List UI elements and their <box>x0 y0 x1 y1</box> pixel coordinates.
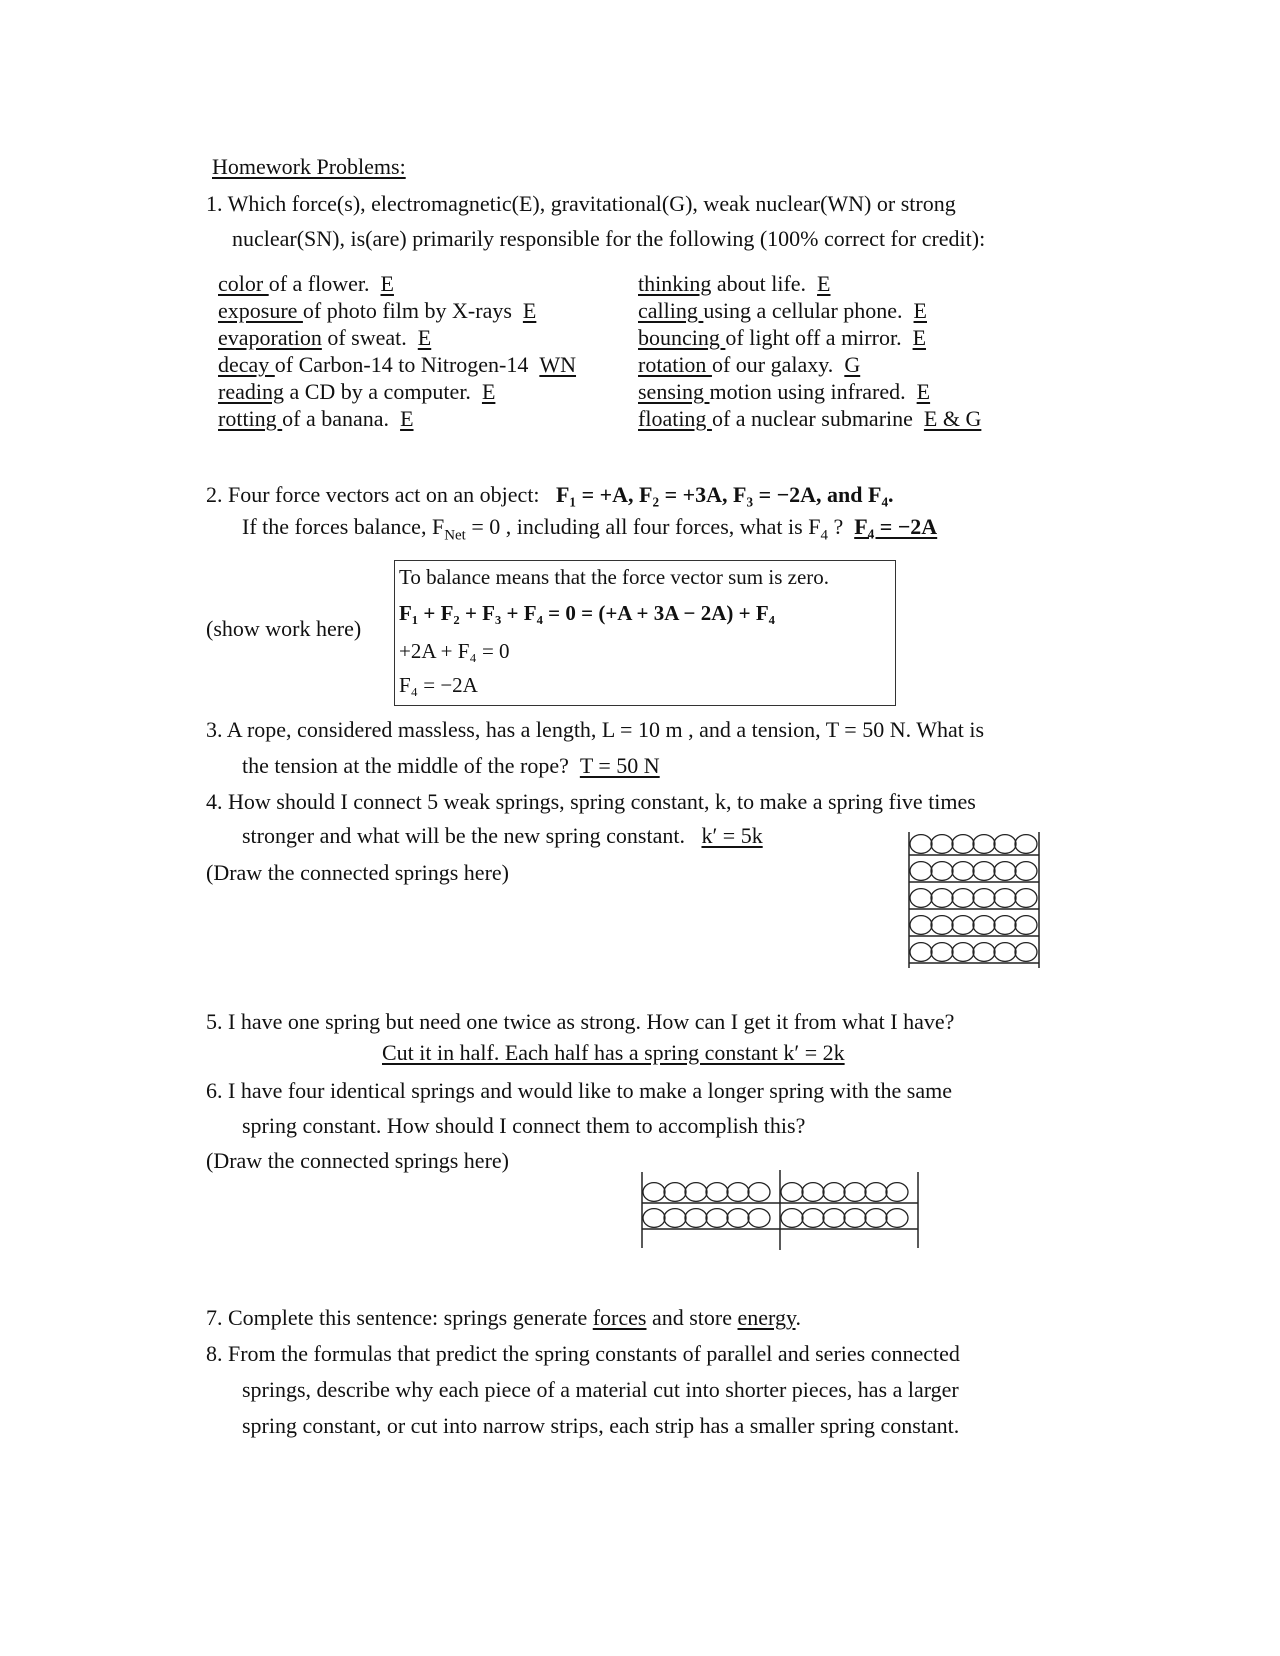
q2-work-line: F₄ = −2A <box>399 673 478 697</box>
q1-term: thinking <box>638 271 712 296</box>
q2-line2 <box>242 514 937 544</box>
q1-item <box>218 405 638 432</box>
q1-description: motion using infrared. <box>709 379 906 404</box>
q2-work-line: To balance means that the force vector sum is zero. <box>399 565 830 589</box>
spring-coil <box>748 1209 770 1228</box>
q7-prefix: 7. Complete this sentence: springs generate <box>206 1305 593 1330</box>
q1-answer: E <box>400 406 414 431</box>
q1-item <box>638 270 1058 297</box>
q2-answer: F₄ = −2A <box>854 514 938 539</box>
q1-item <box>218 324 638 351</box>
q1-term: evaporation <box>218 325 322 350</box>
q1-answer: E <box>380 271 394 296</box>
q1-answer: G <box>844 352 861 377</box>
q5-answer: Cut it in half. Each half has a spring constant k′ = 2k <box>382 1040 845 1065</box>
spring-coil <box>952 862 974 881</box>
q1-answer-table <box>218 270 1058 432</box>
spring-coil <box>865 1209 887 1228</box>
q1-term: exposure <box>218 298 303 323</box>
q4-line2 <box>242 818 763 853</box>
q1-term: calling <box>638 298 704 323</box>
spring-coil <box>931 943 953 962</box>
q7-line <box>206 1300 801 1335</box>
q4-draw-label: (Draw the connected springs here) <box>206 860 509 885</box>
q8-line3: spring constant, or cut into narrow strips, each strip has a smaller spring constant. <box>242 1413 960 1438</box>
q7-blank-energy: energy <box>737 1305 796 1330</box>
q1-row <box>218 351 1058 378</box>
q1-term: color <box>218 271 269 296</box>
spring-coil <box>748 1183 770 1202</box>
q1-description: using a cellular phone. <box>703 298 903 323</box>
q2-sub4: 4 <box>820 527 828 544</box>
q1-answer: E <box>912 325 927 350</box>
spring-coil <box>802 1183 824 1202</box>
q1-row <box>218 297 1058 324</box>
q1-item <box>638 378 1058 405</box>
parallel-springs-drawing <box>905 830 1045 970</box>
spring-coil <box>994 889 1016 908</box>
q3-line2 <box>242 748 660 783</box>
q2-forces: F₁ = +A, F₂ = +3A, F₃ = −2A, and F₄. <box>556 482 894 507</box>
q2-line2-text: If the forces balance, F <box>242 514 445 539</box>
spring-coil <box>685 1183 707 1202</box>
q1-description: of our galaxy. <box>711 352 834 377</box>
q6-line1: 6. I have four identical springs and would like to make a longer spring with the same <box>206 1078 952 1103</box>
spring-coil <box>952 943 974 962</box>
spring-coil <box>706 1209 728 1228</box>
q2-show-work-label: (show work here) <box>206 616 362 641</box>
spring-coil <box>994 943 1016 962</box>
spring-coil <box>952 835 974 854</box>
q3-answer: T = 50 N <box>579 753 660 778</box>
q1-description: of a nuclear submarine <box>711 406 913 431</box>
q1-description: of a banana. <box>282 406 390 431</box>
q1-item <box>638 351 1058 378</box>
q2-question-mark: ? <box>827 514 844 539</box>
q1-answer: E <box>522 298 537 323</box>
spring-coil <box>643 1183 665 1202</box>
spring-coil <box>973 835 995 854</box>
spring-coil <box>1015 889 1037 908</box>
q1-row <box>218 405 1058 432</box>
q1-row <box>218 324 1058 351</box>
q1-description: about life. <box>711 271 807 296</box>
q3-line1: 3. A rope, considered massless, has a length, L = 10 m , and a tension, T = 50 N. What is <box>206 717 985 742</box>
spring-coil <box>952 916 974 935</box>
q1-description: of Carbon-14 to Nitrogen-14 <box>274 352 529 377</box>
q7-middle: and store <box>646 1305 738 1330</box>
q1-term: reading <box>218 379 284 404</box>
q8-line2: springs, describe why each piece of a material cut into shorter pieces, has a larger <box>242 1377 959 1402</box>
spring-coil <box>952 889 974 908</box>
spring-coil <box>1015 862 1037 881</box>
spring-coil <box>910 835 932 854</box>
q1-item <box>218 297 638 324</box>
spring-coil <box>823 1209 845 1228</box>
spring-coil <box>664 1183 686 1202</box>
q1-answer: E & G <box>923 406 982 431</box>
q1-item <box>218 378 638 405</box>
q1-term: sensing <box>638 379 710 404</box>
q1-term: bouncing <box>638 325 726 350</box>
q1-item <box>638 405 1058 432</box>
spring-coil <box>844 1183 866 1202</box>
q1-answer: E <box>916 379 931 404</box>
q1-answer: E <box>481 379 496 404</box>
spring-coil <box>910 916 932 935</box>
q1-row <box>218 270 1058 297</box>
spring-coil <box>994 835 1016 854</box>
spring-coil <box>706 1183 728 1202</box>
spring-coil <box>685 1209 707 1228</box>
q1-item <box>218 270 638 297</box>
q1-description: of light off a mirror. <box>725 325 902 350</box>
spring-coil <box>931 862 953 881</box>
spring-coil <box>931 916 953 935</box>
q1-term: rotation <box>638 352 712 377</box>
q1-term: rotting <box>218 406 283 431</box>
q1-line2: nuclear(SN), is(are) primarily responsible for the following (100% correct for credit): <box>232 226 986 251</box>
q1-description: of photo film by X-rays <box>302 298 512 323</box>
q6-line2: spring constant. How should I connect them to accomplish this? <box>242 1113 806 1138</box>
q1-description: a CD by a computer. <box>283 379 471 404</box>
spring-coil <box>973 943 995 962</box>
q4-line2-text: stronger and what will be the new spring constant. <box>242 823 685 848</box>
page-heading: Homework Problems: <box>212 154 406 179</box>
q7-suffix: . <box>795 1305 802 1330</box>
spring-coil <box>1015 943 1037 962</box>
spring-coil <box>886 1183 908 1202</box>
q6-draw-label: (Draw the connected springs here) <box>206 1148 509 1173</box>
spring-coil <box>973 862 995 881</box>
spring-coil <box>931 835 953 854</box>
spring-coil <box>664 1209 686 1228</box>
q1-term: decay <box>218 352 275 377</box>
q3-line2-text: the tension at the middle of the rope? <box>242 753 569 778</box>
q8-line1: 8. From the formulas that predict the spring constants of parallel and series connected <box>206 1341 960 1366</box>
q2-work-line: +2A + F₄ = 0 <box>399 639 510 663</box>
q1-row <box>218 378 1058 405</box>
q1-item <box>638 324 1058 351</box>
q2-work-line: F₁ + F₂ + F₃ + F₄ = 0 = (+A + 3A − 2A) + F₄ <box>399 601 775 625</box>
q2-line1 <box>206 482 894 508</box>
q5-line1: 5. I have one spring but need one twice as strong. How can I get it from what I have? <box>206 1009 955 1034</box>
spring-coil <box>865 1183 887 1202</box>
spring-coil <box>973 889 995 908</box>
q2-work-box <box>394 560 896 706</box>
spring-coil <box>994 916 1016 935</box>
spring-coil <box>727 1209 749 1228</box>
spring-coil <box>823 1183 845 1202</box>
q1-answer: E <box>913 298 927 323</box>
q1-item <box>638 297 1058 324</box>
spring-coil <box>886 1209 908 1228</box>
spring-coil <box>727 1183 749 1202</box>
q1-answer: WN <box>539 352 577 377</box>
spring-coil <box>931 889 953 908</box>
spring-coil <box>802 1209 824 1228</box>
q1-term: floating <box>638 406 712 431</box>
spring-coil <box>643 1209 665 1228</box>
q2-line2-rest: = 0 , including all four forces, what is F <box>465 514 821 539</box>
q1-description: of a flower. <box>268 271 370 296</box>
spring-coil <box>910 943 932 962</box>
spring-coil <box>973 916 995 935</box>
spring-coil <box>910 862 932 881</box>
spring-coil <box>910 889 932 908</box>
q7-blank-forces: forces <box>592 1305 647 1330</box>
q1-description: of sweat. <box>321 325 407 350</box>
spring-coil <box>781 1183 803 1202</box>
q1-item <box>218 351 638 378</box>
spring-coil <box>781 1209 803 1228</box>
q4-line1: 4. How should I connect 5 weak springs, spring constant, k, to make a spring five times <box>206 789 976 814</box>
spring-coil <box>844 1209 866 1228</box>
spring-coil <box>994 862 1016 881</box>
spring-coil <box>1015 835 1037 854</box>
series-springs-drawing <box>640 1170 920 1250</box>
q1-answer: E <box>417 325 432 350</box>
q2-prefix: 2. Four force vectors act on an object: <box>206 482 540 507</box>
spring-coil <box>1015 916 1037 935</box>
q2-net-sub: Net <box>444 527 466 544</box>
q1-answer: E <box>817 271 831 296</box>
q4-answer: k′ = 5k <box>701 823 763 848</box>
q1-line1: 1. Which force(s), electromagnetic(E), gravitational(G), weak nuclear(WN) or strong <box>206 191 956 216</box>
